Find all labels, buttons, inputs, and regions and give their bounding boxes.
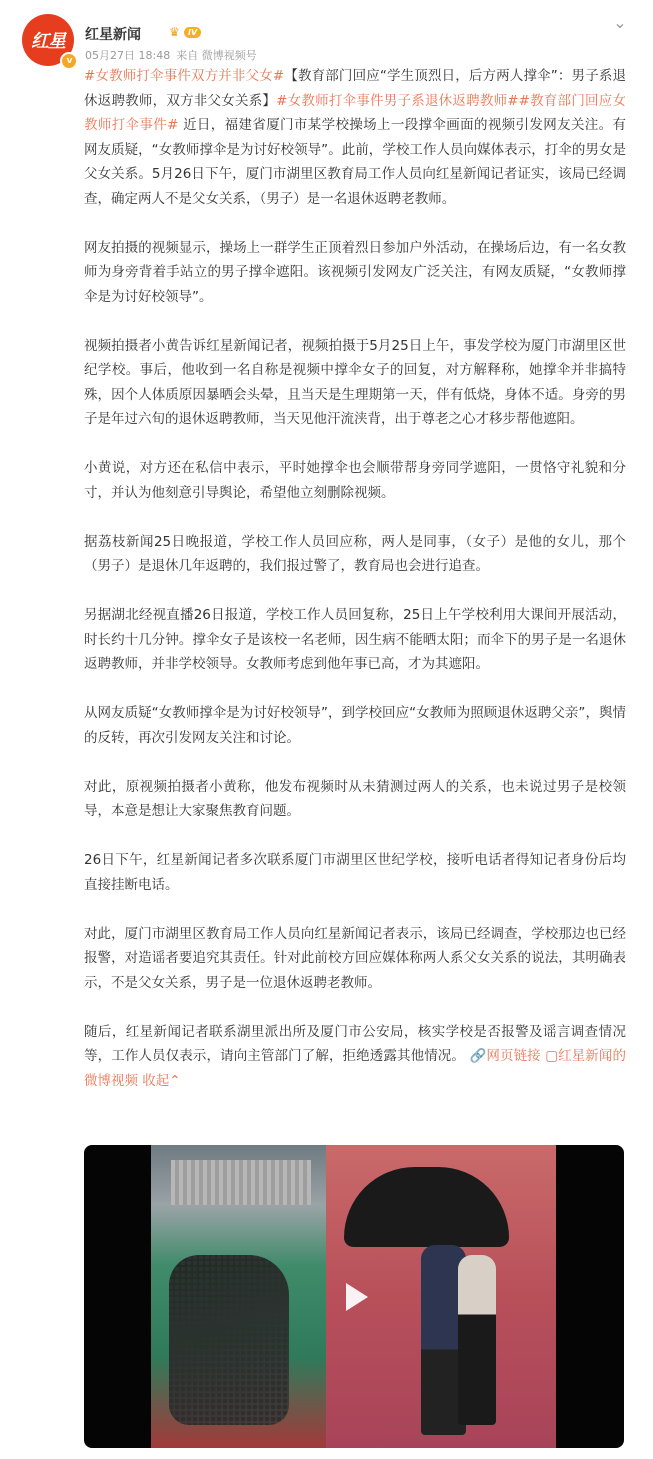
paragraph-8: 对此，原视频拍摄者小黄称，他发布视频时从未猜测过两人的关系，也未说过男子是校领导，本意是想让大家聚焦教育问题。 bbox=[84, 778, 626, 819]
post-meta bbox=[85, 47, 257, 63]
post-text: 随后，红星新闻记者联系湖里派出所及厦门市公安局，核实学校是否报警及谣言调查情况等，工作人员仅表示，请向主管部门了解，拒绝透露其他情况。 bbox=[84, 1023, 626, 1064]
post-content bbox=[84, 64, 626, 1118]
post-date[interactable]: 05月27日 18:48 bbox=[85, 49, 171, 62]
topic-link[interactable]: #女教师打伞事件男子系退休返聘教师# bbox=[276, 92, 519, 109]
paragraph-6: 另据湖北经视直播26日报道，学校工作人员回复称，25日上午学校利用大课间开展活动，时长约十几分钟。撑伞女子是该校一名老师，因生病不能晒太阳；而伞下的男子是一名退休返聘教师，并非学校领导。女教师考虑到他年事已高，才为其遮阳。 bbox=[84, 607, 626, 672]
paragraph-9: 26日下午，红星新闻记者多次联系厦门市湖里区世纪学校，接听电话者得知记者身份后均直接挂断电话。 bbox=[84, 852, 626, 893]
paragraph-5: 据荔枝新闻25日晚报道，学校工作人员回应称，两人是同事，（女子）是他的女儿，那个（男子）是退休几年返聘的，我们报过警了，教育局也会进行追查。 bbox=[84, 533, 626, 574]
paragraph-4: 小黄说，对方还在私信中表示，平时她撑伞也会顺带帮身旁同学遮阳，一贯恪守礼貌和分寸，并认为他刻意引导舆论，希望他立刻删除视频。 bbox=[84, 460, 626, 501]
post-text: 近日，福建省厦门市某学校操场上一段撑伞画面的视频引发网友关注。有网友质疑，“女教师撑伞是为讨好校领导”。此前，学校工作人员向媒体表示，打伞的男女是父女关系。5月26日下午，厦门市湖里区教育局工作人员向红星新闻记者证实，该局已经调查，确定两人不是父女关系，（男子）是一名退休返聘老教师。 bbox=[84, 117, 627, 207]
topic-link[interactable]: #女教师打伞事件双方并非父女# bbox=[84, 68, 285, 84]
post-text: 【教育部门回应“学生顶烈日，后方两人撑伞”：男子系退休返聘教师，双方非父女关系】 bbox=[84, 68, 626, 109]
post-header bbox=[22, 14, 632, 70]
crown-icon: ♛ bbox=[169, 25, 180, 39]
avatar[interactable] bbox=[22, 14, 74, 66]
video-link[interactable]: ▢红星新闻的微博视频 bbox=[84, 1048, 626, 1089]
video-player[interactable] bbox=[84, 1145, 624, 1448]
vip-badge[interactable] bbox=[169, 25, 201, 39]
woman-figure bbox=[458, 1255, 496, 1425]
video-frame-left bbox=[151, 1145, 326, 1448]
more-options-button[interactable] bbox=[608, 14, 632, 32]
verified-badge-icon: v bbox=[60, 52, 78, 70]
topic-link[interactable]: #教育部门回应女教师打伞事件# bbox=[84, 92, 626, 133]
post-source: 来自 微博视频号 bbox=[176, 49, 257, 62]
play-icon[interactable] bbox=[334, 1277, 374, 1317]
username[interactable]: 红星新闻 bbox=[85, 27, 141, 43]
paragraph-3: 视频拍摄者小黄告诉红星新闻记者，视频拍摄于5月25日上午，事发学校为厦门市湖里区世纪学校。事后，他收到一名自称是视频中撑伞女子的回复，对方解释称，她撑伞并非搞特殊，因个人体质原因暴晒会头晕，且当天是生理期第一天，伴有低烧，身体不适。身旁的男子是年过六旬的退休返聘教师，当天见他汗流浃背，出于尊老之心才移步帮他遮阳。 bbox=[84, 337, 626, 427]
vip-level: IV bbox=[184, 27, 201, 38]
student-crowd bbox=[169, 1255, 289, 1425]
avatar-text: 红星 bbox=[31, 31, 65, 52]
collapse-button[interactable]: 收起⌃ bbox=[142, 1072, 181, 1089]
chevron-down-icon: ⌄ bbox=[613, 13, 627, 32]
web-link[interactable]: 🔗网页链接 bbox=[469, 1048, 541, 1064]
paragraph-11 bbox=[84, 1020, 626, 1094]
paragraph-1 bbox=[84, 64, 626, 211]
umbrella bbox=[344, 1167, 509, 1247]
paragraph-7: 从网友质疑“女教师撑伞是为讨好校领导”，到学校回应“女教师为照顾退休返聘父亲”，舆情的反转，再次引发网友关注和讨论。 bbox=[84, 705, 626, 746]
rooftop bbox=[171, 1160, 311, 1205]
paragraph-10: 对此，厦门市湖里区教育局工作人员向红星新闻记者表示，该局已经调查，学校那边也已经报警，对造谣者要追究其责任。针对此前校方回应媒体称两人系父女关系的说法，其明确表示，不是父女关系，男子是一位退休返聘老教师。 bbox=[84, 925, 626, 991]
paragraph-2: 网友拍摄的视频显示，操场上一群学生正顶着烈日参加户外活动，在操场后边，有一名女教师为身旁背着手站立的男子撑伞遮阳。该视频引发网友广泛关注，有网友质疑，“女教师撑伞是为讨好校领导”。 bbox=[84, 239, 626, 305]
